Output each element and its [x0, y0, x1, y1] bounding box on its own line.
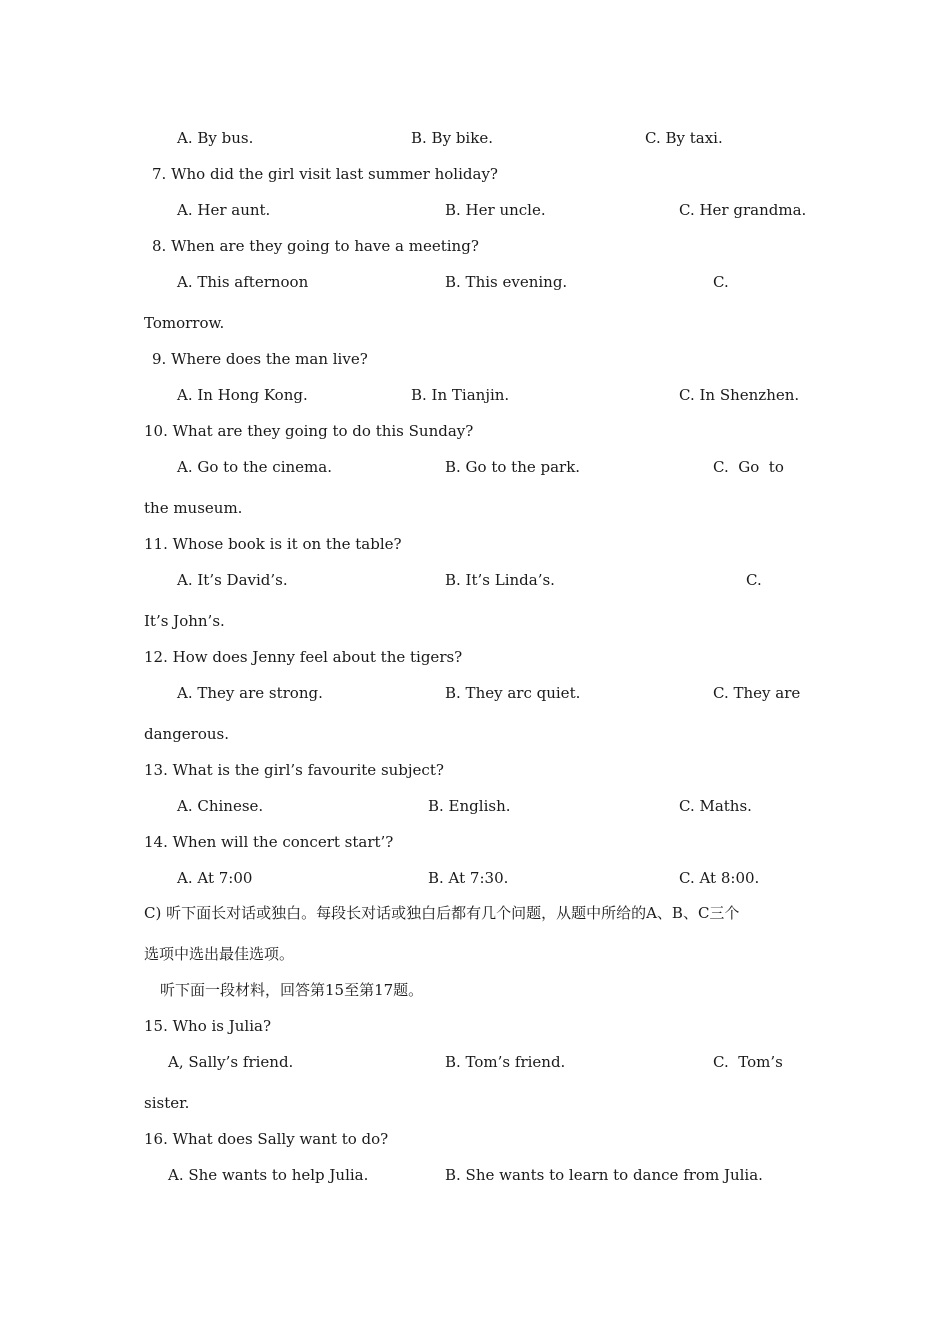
q13-option-b: B. English. [428, 797, 511, 815]
q11-option-a: A. It’s David’s. [177, 571, 288, 589]
q7-option-b: B. Her uncle. [445, 201, 546, 219]
q13-question: 13. What is the girl’s favourite subject? [144, 761, 444, 779]
q6-option-c: C. By taxi. [645, 129, 723, 147]
q11-option-c-continued: It’s John’s. [144, 612, 225, 630]
q14-question: 14. When will the concert start’? [144, 833, 394, 851]
q15-option-c-continued: sister. [144, 1094, 190, 1112]
q15-option-b: B. Tom’s friend. [445, 1053, 566, 1071]
q8-option-c-continued: Tomorrow. [144, 314, 225, 332]
q10-option-c: C. Go to [713, 458, 784, 476]
q10-option-a: A. Go to the cinema. [177, 458, 332, 476]
q10-question: 10. What are they going to do this Sunday? [144, 422, 474, 440]
q6-option-a: A. By bus. [177, 129, 254, 147]
q12-option-c: C. They are [713, 684, 801, 702]
q12-option-a: A. They are strong. [177, 684, 323, 702]
q11-option-c: C. [746, 571, 762, 589]
q9-option-b: B. In Tianjin. [411, 386, 510, 404]
q8-option-c: C. [713, 273, 729, 291]
section-c-instruction-line2: 选项中选出最佳选项。 [144, 945, 295, 963]
q9-question: 9. Where does the man live? [152, 350, 368, 368]
q8-question: 8. When are they going to have a meeting? [152, 237, 479, 255]
q13-option-a: A. Chinese. [177, 797, 264, 815]
q15-option-a: A, Sally’s friend. [168, 1053, 294, 1071]
q12-question: 12. How does Jenny feel about the tigers? [144, 648, 463, 666]
q16-question: 16. What does Sally want to do? [144, 1130, 389, 1148]
q6-option-b: B. By bike. [411, 129, 493, 147]
q7-option-a: A. Her aunt. [177, 201, 271, 219]
q15-question: 15. Who is Julia? [144, 1017, 272, 1035]
q16-option-b: B. She wants to learn to dance from Julia. [445, 1166, 763, 1184]
q14-option-a: A. At 7:00 [177, 869, 253, 887]
section-c-instruction-line1: C) 听下面长对话或独白。每段长对话或独白后都有几个问题，从题中所给的A、B、C三个 [144, 904, 740, 922]
q14-option-c: C. At 8:00. [679, 869, 760, 887]
q14-option-b: B. At 7:30. [428, 869, 509, 887]
q9-option-a: A. In Hong Kong. [177, 386, 308, 404]
q8-option-a: A. This afternoon [177, 273, 309, 291]
q11-option-b: B. It’s Linda’s. [445, 571, 555, 589]
q11-question: 11. Whose book is it on the table? [144, 535, 402, 553]
q10-option-c-continued: the museum. [144, 499, 243, 517]
q7-question: 7. Who did the girl visit last summer holiday? [152, 165, 498, 183]
q16-option-a: A. She wants to help Julia. [168, 1166, 369, 1184]
q8-option-b: B. This evening. [445, 273, 568, 291]
section-c-intro: 听下面一段材料，回答第15至第17题。 [160, 981, 424, 999]
q13-option-c: C. Maths. [679, 797, 752, 815]
q15-option-c: C. Tom’s [713, 1053, 783, 1071]
q10-option-b: B. Go to the park. [445, 458, 581, 476]
q12-option-b: B. They arc quiet. [445, 684, 581, 702]
q9-option-c: C. In Shenzhen. [679, 386, 800, 404]
q12-option-c-continued: dangerous. [144, 725, 230, 743]
q7-option-c: C. Her grandma. [679, 201, 807, 219]
